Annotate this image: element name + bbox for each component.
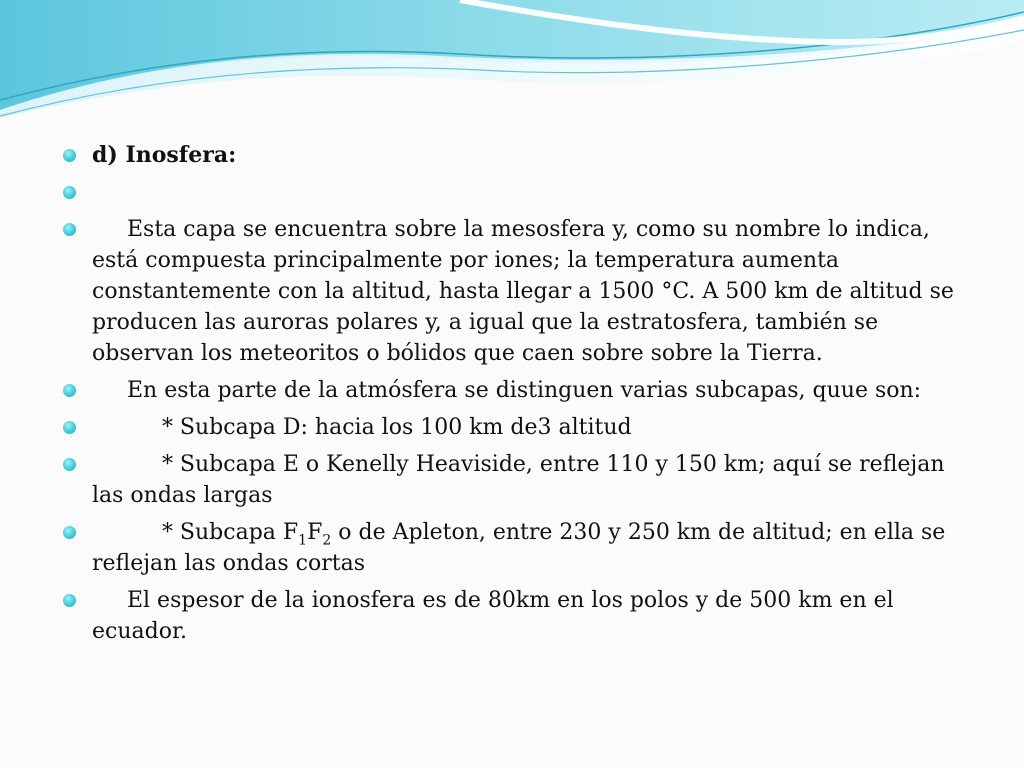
- bullet-icon: [63, 149, 76, 162]
- header-wave-decoration: [0, 0, 1024, 130]
- list-item: [62, 585, 972, 647]
- bullet-icon: [63, 186, 76, 199]
- list-item: [62, 214, 972, 369]
- bullet-icon: [63, 421, 76, 434]
- list-item: [62, 449, 972, 511]
- slide-body: [62, 140, 972, 653]
- bullet-icon: [63, 458, 76, 471]
- section-title: d) Inosfera:: [92, 142, 237, 168]
- list-item-text: Esta capa se encuentra sobre la mesosfera y, como su nombre lo indica, está compuesta principalmente por iones; la temperatura aumenta constantemente con la altitud, hasta llegar a 1500 °C. A 500 km de altitud se producen las auroras polares y, a igual que la estratosfera, también se observan los meteoritos o bólidos que caen sobre sobre la Tierra.: [92, 217, 961, 366]
- bullet-icon: [63, 526, 76, 539]
- list-item-title: [62, 140, 972, 171]
- list-item-text: * Subcapa E o Kenelly Heaviside, entre 110 y 150 km; aquí se reflejan las ondas largas: [92, 452, 952, 508]
- list-item-text: El espesor de la ionosfera es de 80km en los polos y de 500 km en el ecuador.: [92, 588, 901, 644]
- bullet-icon: [63, 384, 76, 397]
- list-item-text: * Subcapa $F_1F_2$ o de Apleton, entre 230 y 250 km de altitud; en ella se reflejan las ondas cortas: [92, 520, 953, 576]
- list-item-text: En esta parte de la atmósfera se distinguen varias subcapas, quue son:: [92, 378, 922, 403]
- list-item: [62, 517, 972, 579]
- list-item: [62, 412, 972, 443]
- bullet-icon: [63, 594, 76, 607]
- bullet-icon: [63, 223, 76, 236]
- list-item-text: * Subcapa D: hacia los 100 km de3 altitud: [92, 415, 632, 440]
- list-item-empty: [62, 177, 972, 208]
- bullet-list: [62, 140, 972, 647]
- list-item: [62, 375, 972, 406]
